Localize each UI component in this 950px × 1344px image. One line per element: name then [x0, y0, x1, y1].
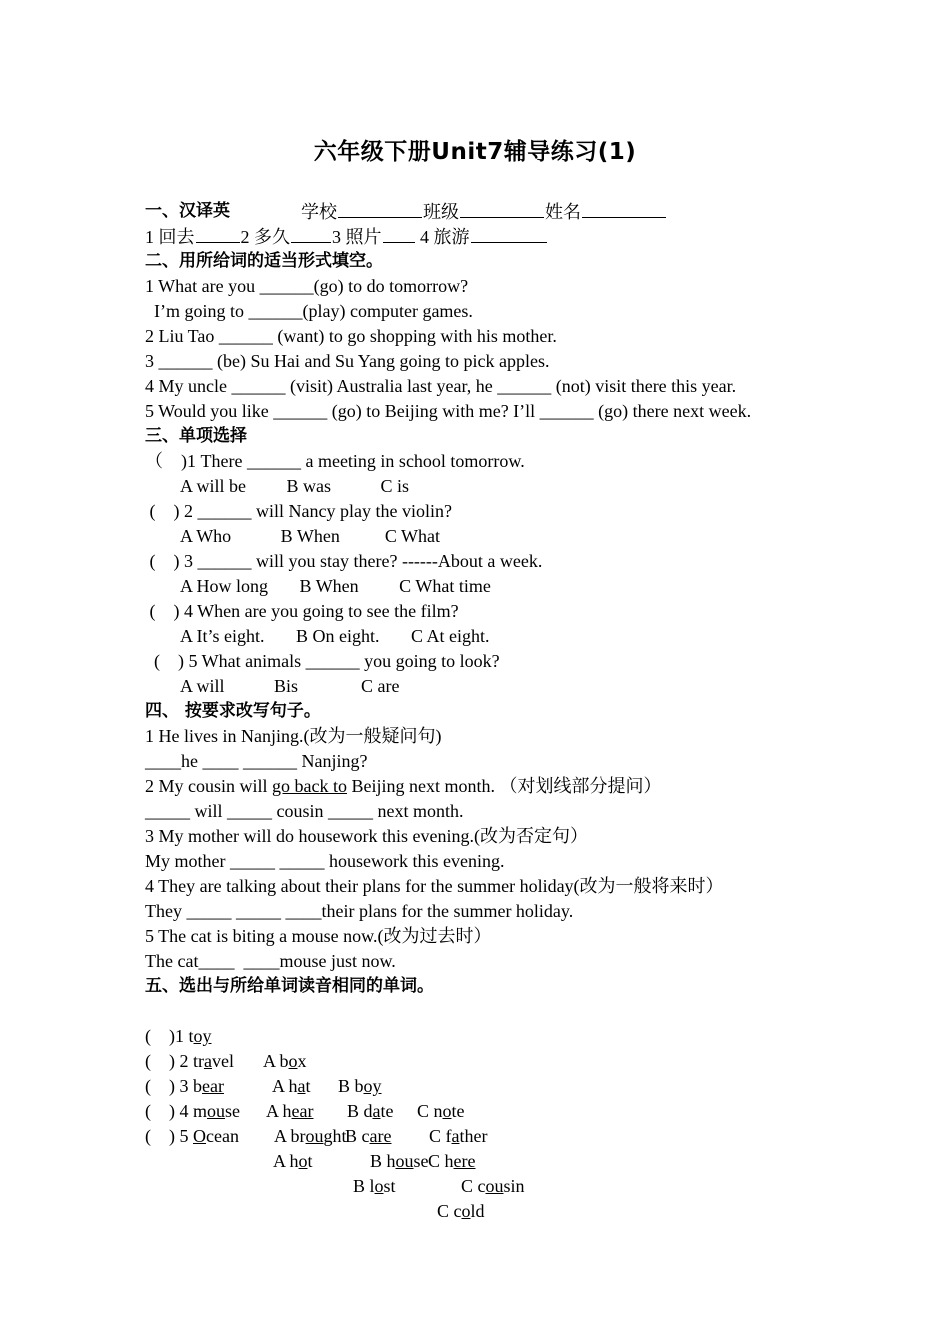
s5-option-c: C cousin: [461, 1176, 525, 1196]
s3-options-5: A will Bis C are: [145, 676, 400, 696]
s2-line-6: 5 Would you like ______ (go) to Beijing with me? I’ll ______ (go) there next week.: [145, 401, 752, 421]
s4-line-7: 4 They are talking about their plans for the summer holiday(改为一般将来时）: [145, 876, 724, 896]
class-label: 班级: [423, 202, 459, 222]
s5-option-b: B boy: [338, 1076, 382, 1096]
s3-question-1: （ )1 There ______ a meeting in school tomorrow.: [145, 451, 525, 471]
s3-options-1: A will be B was C is: [145, 476, 410, 496]
s5-q-word: ( ) 4 mouse: [145, 1101, 240, 1121]
s1-item-1: 1 回去: [145, 227, 195, 247]
section-1-items: [145, 224, 548, 250]
s4-line-3-start: 2 My cousin will: [145, 776, 273, 796]
s4-line-3: [145, 774, 662, 799]
s1-item-4: 4 旅游: [420, 227, 470, 247]
s5-option-a: A box: [263, 1051, 307, 1071]
s5-option-c: C cold: [437, 1201, 485, 1221]
s5-option-c: C father: [429, 1126, 488, 1146]
s1-blank-1[interactable]: [196, 224, 240, 243]
s4-line-1: 1 He lives in Nanjing.(改为一般疑问句): [145, 726, 442, 746]
s5-option-b: B care: [345, 1126, 392, 1146]
s4-line-8: They _____ _____ ____their plans for the summer holiday.: [145, 901, 574, 921]
name-blank[interactable]: [582, 199, 666, 218]
s4-line-2: ____he ____ ______ Nanjing?: [145, 751, 368, 771]
s3-options-2: A Who B When C What: [145, 526, 440, 546]
s2-line-2: I’m going to ______(play) computer games.: [145, 301, 473, 321]
s3-question-4: ( ) 4 When are you going to see the film?: [145, 601, 459, 621]
s4-underlined-phrase: go back to: [272, 776, 347, 796]
s1-blank-4[interactable]: [471, 224, 547, 243]
section-5-heading: 五、选出与所给单词读音相同的单词。: [145, 976, 434, 996]
s2-line-1: 1 What are you ______(go) to do tomorrow?: [145, 276, 469, 296]
s1-blank-2[interactable]: [291, 224, 331, 243]
s2-line-5: 4 My uncle ______ (visit) Australia last year, he ______ (not) visit there this year.: [145, 376, 737, 396]
s5-option-c: C note: [417, 1101, 465, 1121]
s1-item-2: 2 多久: [240, 227, 290, 247]
s2-line-3: 2 Liu Tao ______ (want) to go shopping with his mother.: [145, 326, 557, 346]
s2-line-4: 3 ______ (be) Su Hai and Su Yang going to pick apples.: [145, 351, 550, 371]
s5-q-word: ( )1 toy: [145, 1026, 212, 1046]
s4-line-6: My mother _____ _____ housework this evening.: [145, 851, 505, 871]
page-title: 六年级下册Unit7辅导练习(1): [313, 139, 637, 165]
s3-options-3: A How long B When C What time: [145, 576, 491, 596]
s5-option-a: A hear: [266, 1101, 314, 1121]
s5-option-b: B lost: [353, 1176, 396, 1196]
s5-q-word: ( ) 2 travel: [145, 1051, 234, 1071]
s5-option-c: C here: [428, 1151, 476, 1171]
class-blank[interactable]: [460, 199, 544, 218]
s4-line-9: 5 The cat is biting a mouse now.(改为过去时）: [145, 926, 492, 946]
school-label: 学校: [301, 202, 337, 222]
s5-option-a: A hat: [272, 1076, 311, 1096]
s3-options-4: A It’s eight. B On eight. C At eight.: [145, 626, 490, 646]
s5-option-a: A brought: [274, 1126, 347, 1146]
section-3-heading: 三、单项选择: [145, 426, 247, 446]
s3-question-2: ( ) 2 ______ will Nancy play the violin?: [145, 501, 452, 521]
section-2-heading: 二、用所给词的适当形式填空。: [145, 251, 383, 271]
s4-line-4: _____ will _____ cousin _____ next month.: [145, 801, 464, 821]
s3-question-5: ( ) 5 What animals ______ you going to look?: [145, 651, 500, 671]
s5-q-word: ( ) 3 bear: [145, 1076, 224, 1096]
section-4-heading: 四、 按要求改写句子。: [145, 701, 321, 721]
s4-line-3-end: Beijing next month. （对划线部分提问）: [347, 776, 662, 796]
name-label: 姓名: [545, 202, 581, 222]
s1-blank-3[interactable]: [383, 224, 415, 243]
s3-question-3: ( ) 3 ______ will you stay there? ------About a week.: [145, 551, 543, 571]
school-blank[interactable]: [338, 199, 422, 218]
s4-line-5: 3 My mother will do housework this evening.(改为否定句）: [145, 826, 588, 846]
s5-option-a: A hot: [273, 1151, 313, 1171]
s4-line-10: The cat____ ____mouse just now.: [145, 951, 396, 971]
section-1-heading: 一、汉译英: [145, 201, 230, 221]
s5-q-word: ( ) 5 Ocean: [145, 1126, 239, 1146]
s5-option-b: B date: [347, 1101, 394, 1121]
s1-item-3: 3 照片: [332, 227, 382, 247]
s5-option-b: B house: [370, 1151, 429, 1171]
